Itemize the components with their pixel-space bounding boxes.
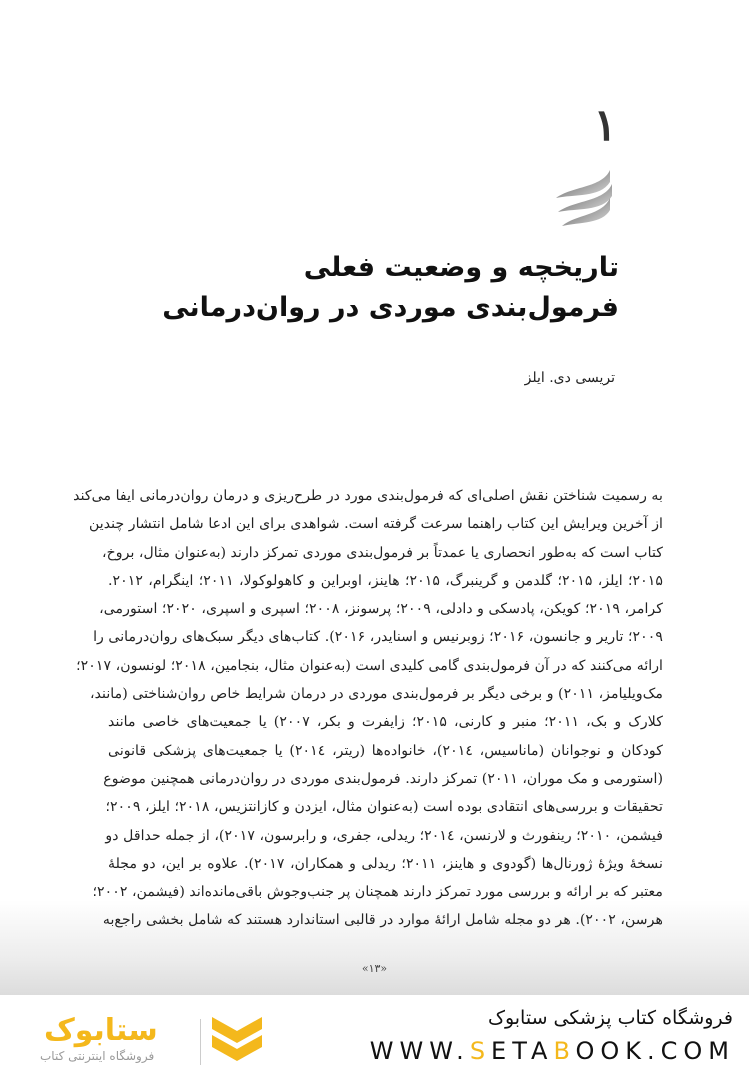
body-line: ۲۰۱۵؛ ایلز، ۲۰۱۵؛ گلدمن و گرینبرگ، ۲۰۱۵؛ هاینز، اوبراین و کاهولوکولا، ۲۰۱۱؛ اینگرام، ۲۰۱۲. — [108, 572, 664, 589]
body-line: فیشمن، ۲۰۱۰؛ رینفورث و لارنسن، ۲۰۱٤؛ ریدلی، جفری، و رابرسون، ۲۰۱۷)، از جمله حداقل دو — [105, 827, 663, 844]
chapter-title-line: تاریخچه و وضعیت فعلی — [303, 252, 619, 283]
chapter-author: تریسی دی. ایلز — [524, 370, 615, 386]
body-line: کرامر، ۲۰۱۹؛ کویکن، پادسکی و دادلی، ۲۰۰۹؛ پرسونز، ۲۰۰۸؛ اسپری و اسپری، ۲۰۲۰؛ استورمی، — [99, 601, 663, 618]
body-line: معتبر که بر ارائه و بررسی مورد تمرکز دارند همچنان پر جنب‌وجوش باقی‌مانده‌اند (فیشمن، ۲۰۰۲؛ — [92, 884, 663, 901]
shop-url[interactable] — [370, 1037, 735, 1065]
body-line: هرسن، ۲۰۰۲). هر دو مجله شامل ارائهٔ موارد در قالبی استاندارد هستند که شامل بخشی راجع‌به — [102, 912, 663, 929]
body-line: کلارک و بک، ۲۰۱۱؛ منبر و کارنی، ۲۰۱۵؛ زایفرت و بکر، ۲۰۰۷) یا جمعیت‌های خاصی مانند — [108, 714, 663, 731]
url-part: ETA — [491, 1037, 554, 1065]
chapter-ornament-icon — [552, 168, 616, 228]
chevron-logo-icon — [212, 1017, 262, 1069]
body-line: مک‌ویلیامز، ۲۰۱۱) و برخی دیگر بر فرمول‌بندی موردی در درمان شرایط خاص روان‌شناختی (مانند، — [90, 686, 663, 703]
chapter-title — [162, 248, 619, 328]
body-line: از آخرین ویرایش این کتاب راهنما سرعت گرفته است. شواهدی برای این ادعا شامل انتشار چندین — [88, 516, 663, 533]
logo-divider — [200, 1019, 201, 1065]
body-line: ۲۰۰۹؛ تاریر و جانسون، ۲۰۱۶؛ زوبرنیس و اسنایدر، ۲۰۱۶). کتاب‌های دیگر سبک‌های روان‌درمانی را — [93, 629, 663, 646]
setabook-logo[interactable] — [30, 1013, 290, 1073]
body-paragraph — [73, 482, 664, 935]
body-line: تحقیقات و بررسی‌های انتقادی بوده است (به‌عنوان مثال، ایزدن و کازانتزیس، ۲۰۱۸؛ ایلز، ۲۰۰۹؛ — [105, 799, 663, 816]
logo-subtitle: فروشگاه اینترنتی کتاب — [40, 1049, 155, 1063]
body-line: کودکان و نوجوانان (ماناسیس، ۲۰۱٤)، خانواده‌ها (ریتر، ۲۰۱٤) یا جمعیت‌های پزشکی قانونی — [108, 742, 663, 759]
body-line: (استورمی و مک موران، ۲۰۱۱) تمرکز دارند. فرمول‌بندی موردی در روان‌درمانی همچنین موضوع — [103, 770, 663, 787]
url-part-accent: S — [469, 1037, 492, 1065]
url-part: WWW. — [369, 1037, 470, 1065]
url-part-accent: B — [553, 1037, 576, 1065]
url-part: OOK.COM — [575, 1037, 735, 1065]
footer-banner — [0, 995, 749, 1079]
body-line: به رسمیت شناختن نقش اصلی‌ای که فرمول‌بندی مورد در طرح‌ریزی و درمان روان‌درمانی ایفا می‌کند — [73, 488, 663, 504]
body-line: ارائه می‌کنند که در آن فرمول‌بندی گامی کلیدی است (به‌عنوان مثال، بنجامین، ۲۰۱۸؛ لونسون، ۲۰۱۷؛ — [76, 657, 663, 674]
page-number: «۱۳» — [361, 962, 388, 975]
shop-name: فروشگاه کتاب پزشکی ستابوک — [487, 1007, 733, 1029]
chapter-number: ۱ — [593, 100, 617, 151]
body-line: نسخهٔ ویژهٔ ژورنال‌ها (گودوی و هاینز، ۲۰۱۱؛ ریدلی و همکاران، ۲۰۱۷). علاوه بر این، دو مجلهٔ — [108, 855, 663, 872]
logo-text: ستابوک — [44, 1013, 158, 1048]
chapter-title-line: فرمول‌بندی موردی در روان‌درمانی — [162, 292, 619, 323]
body-line: کتاب است که به‌طور انحصاری یا عمدتاً بر فرمول‌بندی موردی تمرکز دارند (به‌عنوان مثال، بروخ، — [102, 544, 663, 561]
